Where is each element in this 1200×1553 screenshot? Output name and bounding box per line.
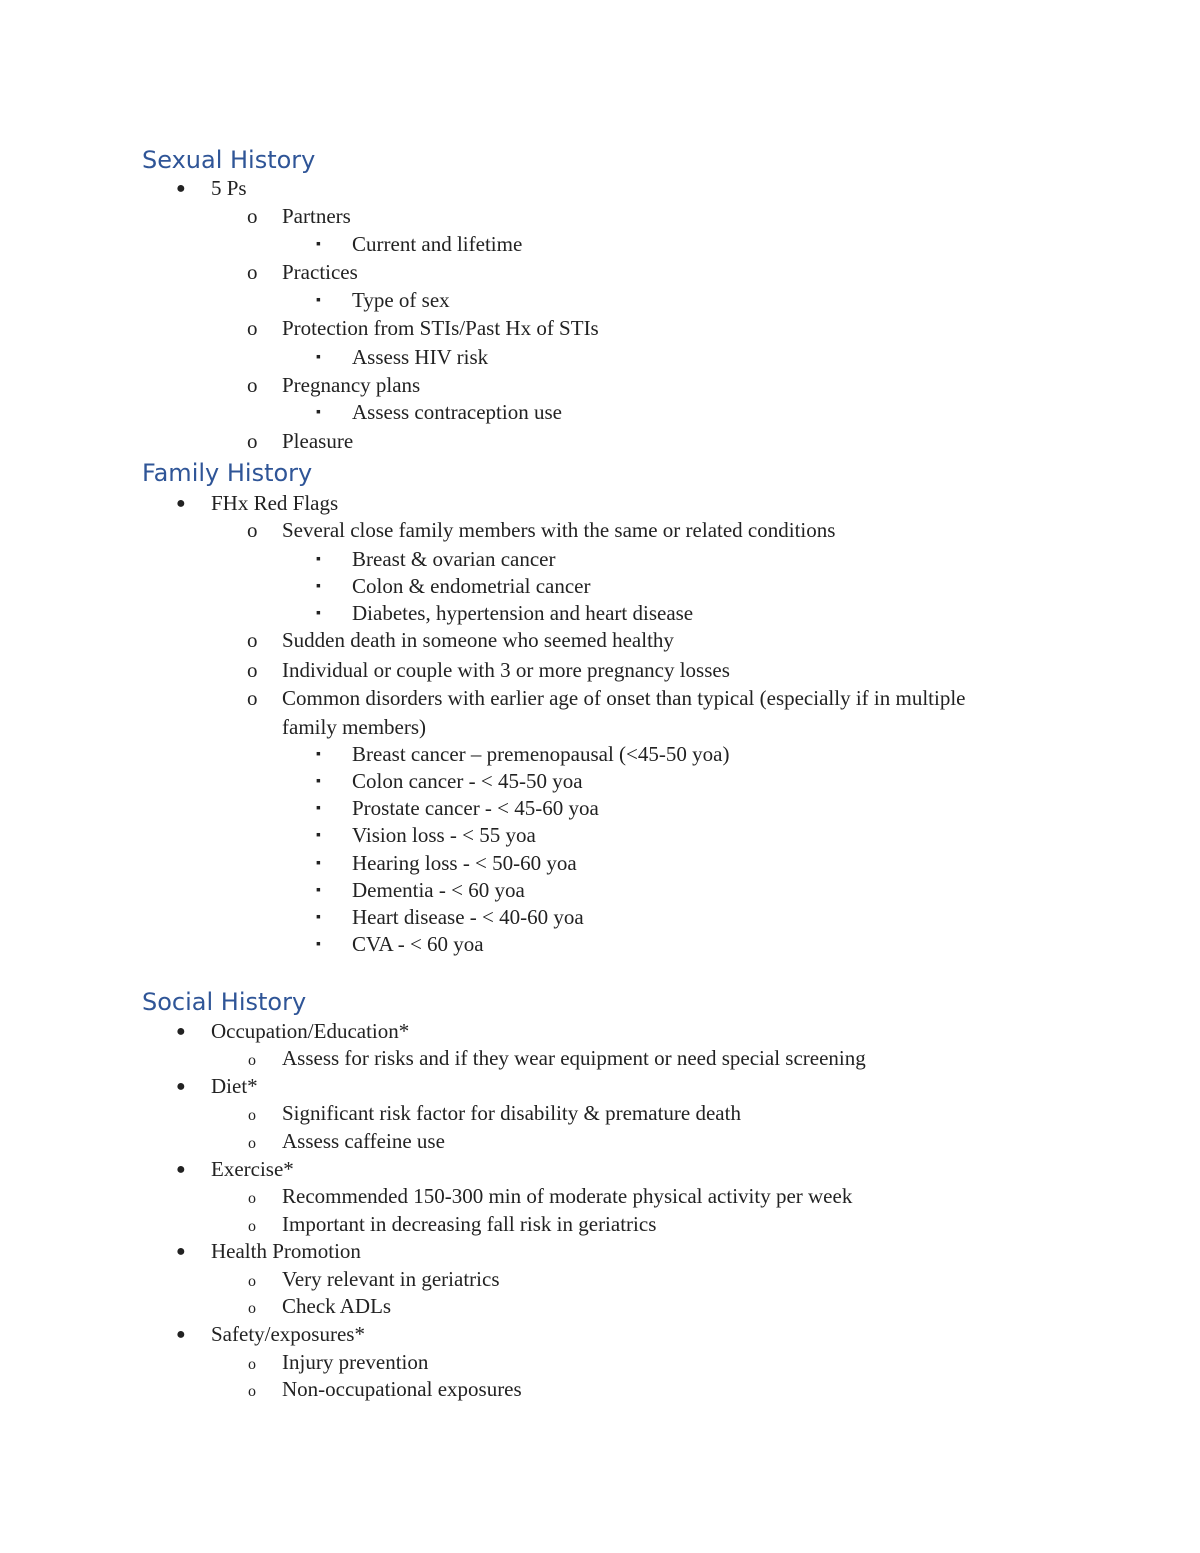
- circle-marker: o: [248, 1300, 256, 1317]
- bullet-marker: ●: [176, 1078, 186, 1095]
- circle-marker: o: [248, 1135, 256, 1152]
- circle-marker: o: [247, 686, 258, 710]
- bullet-marker: ●: [176, 180, 186, 197]
- bullet-marker: ●: [176, 1243, 186, 1260]
- circle-marker: o: [248, 1052, 256, 1069]
- square-marker: ▪: [316, 293, 321, 308]
- circle-marker: o: [247, 260, 258, 284]
- square-marker: ▪: [316, 579, 321, 594]
- circle-marker: o: [247, 204, 258, 228]
- square-marker: ▪: [316, 801, 321, 816]
- circle-marker: o: [248, 1383, 256, 1400]
- circle-marker: o: [248, 1190, 256, 1207]
- square-marker: ▪: [316, 883, 321, 898]
- social-history-heading: Social History: [142, 988, 307, 1016]
- circle-marker: o: [247, 658, 258, 682]
- document-page: Sexual History ● 5 Ps o Partners ▪ Current and lifetime o Practices ▪ Type of sex o Protection from STIs/Past Hx of STIs ▪ Assess HIV risk o Pregnancy plans ▪ Assess contraception use o Pleasure Family History ● FHx Red Flags o Several close family members with the same or related conditions ▪ Breast & ovarian cancer ▪ Colon & endometrial cancer ▪ Diabetes, hypertension and heart disease o Sudden death in someone who seemed healthy o Individual or couple with 3 or more pregnancy losses o Common disorders with earlier age of onset than typical (especially if in multiple family members) ▪ Breast cancer – premenopausal (<45-50 yoa) ▪ Colon cancer - < 45-50 yoa ▪ Prostate cancer - < 45-60 yoa ▪ Vision loss - < 55 yoa ▪ Hearing loss - < 50-60 yoa ▪ Dementia - < 60 yoa ▪ Heart disease - < 40-60 yoa ▪ CVA - < 60 yoa Social History ● Occupation/Education* o Assess for risks and if they wear equipment or need special screening ● Diet* o Significant risk factor for disability & premature death o Assess caffeine use ● Exercise* o Recommended 150-300 min of moderate physical activity per week o Important in decreasing fall risk in geriatrics ● Health Promotion o Very relevant in geriatrics o Check ADLs ● Safety/exposures* o Injury prevention o Non-occupational exposures: [0, 0, 1200, 1553]
- square-marker: ▪: [316, 350, 321, 365]
- circle-marker: o: [248, 1356, 256, 1373]
- square-marker: ▪: [316, 910, 321, 925]
- bullet-marker: ●: [176, 1023, 186, 1040]
- circle-marker: o: [247, 316, 258, 340]
- square-marker: ▪: [316, 937, 321, 952]
- square-marker: ▪: [316, 856, 321, 871]
- circle-marker: o: [247, 628, 258, 652]
- bullet-marker: ●: [176, 1326, 186, 1343]
- square-marker: ▪: [316, 552, 321, 567]
- family-history-heading: Family History: [142, 459, 313, 487]
- square-marker: ▪: [316, 405, 321, 420]
- circle-marker: o: [248, 1218, 256, 1235]
- bullet-marker: ●: [176, 1161, 186, 1178]
- square-marker: ▪: [316, 828, 321, 843]
- circle-marker: o: [247, 429, 258, 453]
- bullet-marker: ●: [176, 495, 186, 512]
- square-marker: ▪: [316, 237, 321, 252]
- square-marker: ▪: [316, 606, 321, 621]
- circle-marker: o: [247, 373, 258, 397]
- circle-marker: o: [248, 1107, 256, 1124]
- circle-marker: o: [247, 518, 258, 542]
- square-marker: ▪: [316, 747, 321, 762]
- circle-marker: o: [248, 1273, 256, 1290]
- sexual-history-heading: Sexual History: [142, 146, 316, 174]
- square-marker: ▪: [316, 774, 321, 789]
